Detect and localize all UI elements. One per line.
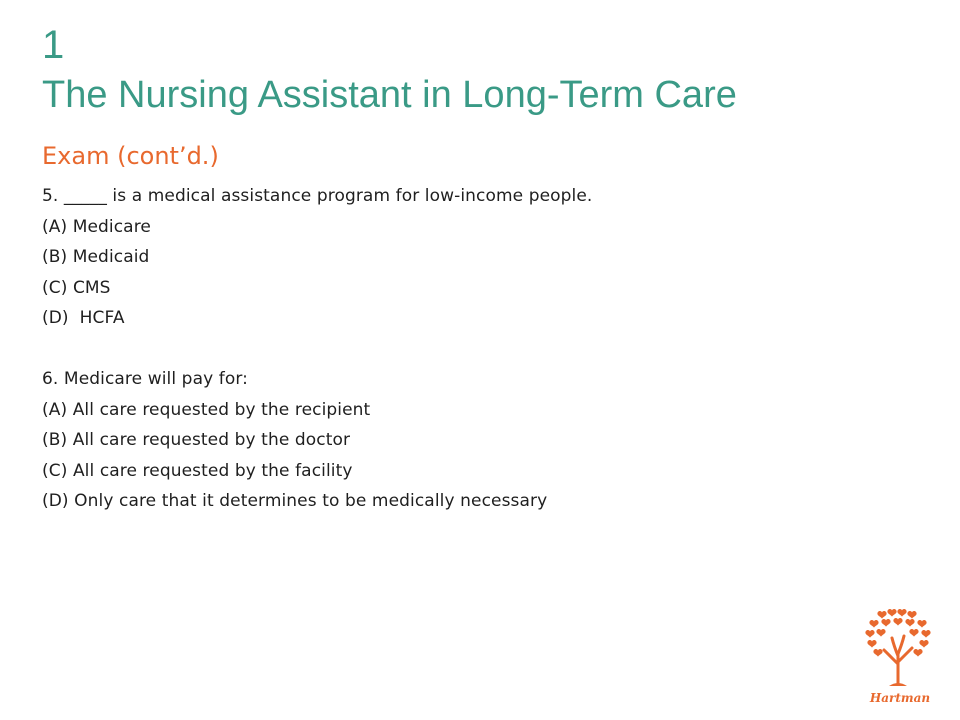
question-5-option-d: (D) HCFA [42, 308, 125, 328]
question-5-prompt: 5. _____ is a medical assistance program for low-income people. [42, 186, 593, 206]
chapter-title: The Nursing Assistant in Long-Term Care [42, 74, 737, 116]
exam-questions [42, 181, 902, 517]
logo-text: Hartman [869, 691, 931, 705]
chapter-number: 1 [42, 23, 65, 67]
question-6-option-d: (D) Only care that it determines to be medically necessary [42, 491, 548, 511]
question-6-prompt: 6. Medicare will pay for: [42, 369, 248, 389]
question-6-option-b: (B) All care requested by the doctor [42, 430, 351, 450]
hartman-logo [856, 604, 944, 708]
question-5-option-a: (A) Medicare [42, 216, 151, 237]
section-title: Exam (cont’d.) [42, 142, 219, 170]
question-5-option-c: (C) CMS [42, 277, 111, 298]
question-6-option-a: (A) All care requested by the recipient [42, 399, 371, 420]
question-6-option-c: (C) All care requested by the facility [42, 460, 353, 481]
question-5-option-b: (B) Medicaid [42, 247, 150, 267]
heart-tree-icon [856, 604, 944, 708]
question-spacer [42, 334, 902, 365]
